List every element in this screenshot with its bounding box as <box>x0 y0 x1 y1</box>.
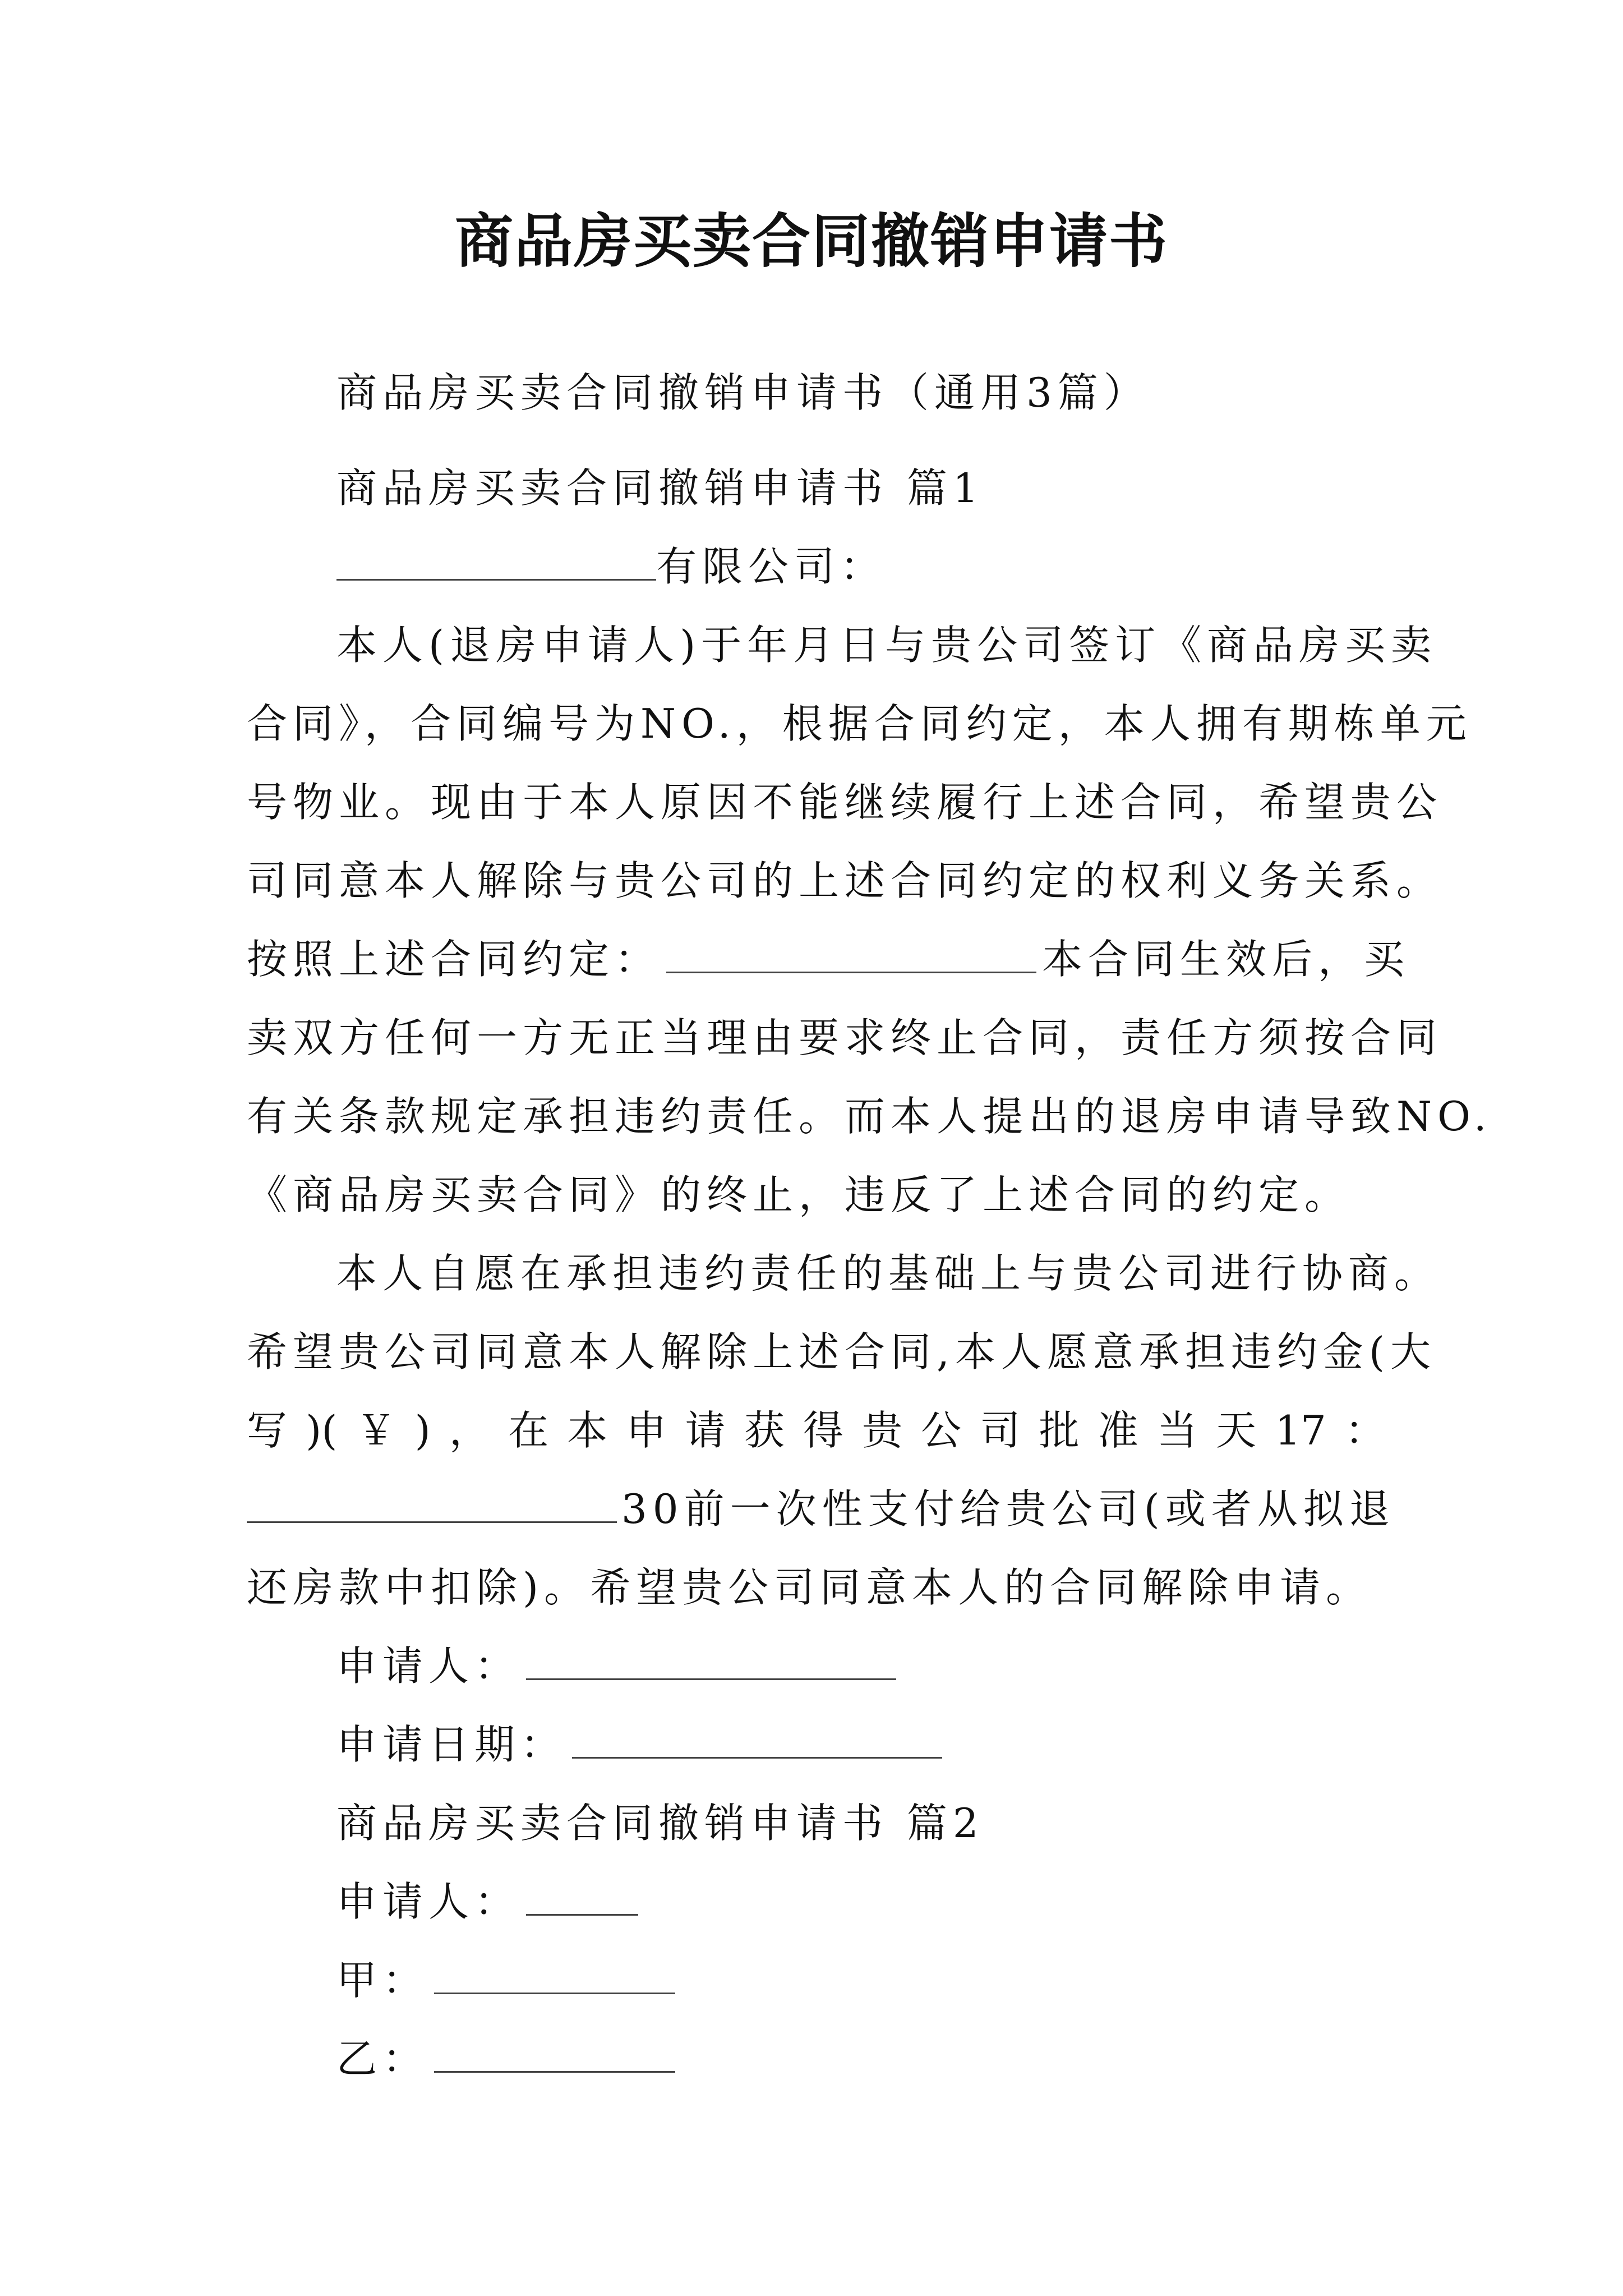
section2-heading: 商品房买卖合同撤销申请书 篇2 <box>336 1800 984 1847</box>
party-a-label: 甲： <box>336 1957 429 2004</box>
section1-heading: 商品房买卖合同撤销申请书 篇1 <box>336 464 984 512</box>
para1-line-5-pre: 按照上述合同约定： <box>247 936 661 983</box>
para1-line-1: 本人(退房申请人)于年月日与贵公司签订《商品房买卖 <box>336 622 1437 669</box>
applicant-label: 申请人： <box>336 1642 521 1690</box>
date-line <box>336 1717 942 1773</box>
document-title: 商品房买卖合同撤销申请书 <box>454 206 1168 275</box>
addressee-suffix: 有限公司： <box>656 543 887 590</box>
para1-line-6: 卖双方任何一方无正当理由要求终止合同，责任方须按合同 <box>247 1014 1443 1061</box>
para1-line-2: 合同》，合同编号为NO.，根据合同约定，本人拥有期栋单元 <box>247 700 1472 747</box>
para1-line-5-post: 本合同生效后，买 <box>1042 936 1410 983</box>
applicant-line <box>336 1638 896 1694</box>
para1-line-4: 司同意本人解除与贵公司的上述合同约定的权利义务关系。 <box>247 857 1443 904</box>
time-blank[interactable] <box>247 1487 617 1523</box>
section2-applicant-line <box>336 1874 638 1930</box>
para2-line-5: 还房款中扣除)。希望贵公司同意本人的合同解除申请。 <box>247 1564 1372 1611</box>
para1-line-5 <box>247 931 1410 987</box>
party-b-line <box>336 2031 675 2087</box>
section2-applicant-blank[interactable] <box>526 1879 638 1916</box>
date-label: 申请日期： <box>336 1721 567 1768</box>
para2-line-2: 希望贵公司同意本人解除上述合同,本人愿意承担违约金(大 <box>247 1328 1436 1375</box>
party-a-blank[interactable] <box>434 1958 675 1994</box>
para1-line-8: 《商品房买卖合同》的终止，违反了上述合同的约定。 <box>247 1171 1351 1218</box>
company-name-blank[interactable] <box>336 544 656 581</box>
date-blank[interactable] <box>572 1722 942 1759</box>
para2-line-1: 本人自愿在承担违约责任的基础上与贵公司进行协商。 <box>336 1250 1441 1297</box>
document-subtitle: 商品房买卖合同撤销申请书（通用3篇） <box>336 369 1150 416</box>
para2-line-3: 写)(￥)，在本申请获得贵公司批准当天17： <box>247 1407 1385 1454</box>
party-a-line <box>336 1952 675 2008</box>
section2-applicant-label: 申请人： <box>336 1878 521 1925</box>
para1-line-3: 号物业。现由于本人原因不能继续履行上述合同，希望贵公 <box>247 779 1443 826</box>
para2-line-4 <box>247 1481 1395 1537</box>
applicant-blank[interactable] <box>526 1644 896 1680</box>
party-b-blank[interactable] <box>434 2036 675 2073</box>
agreement-blank[interactable] <box>666 937 1036 973</box>
party-b-label: 乙： <box>336 2035 429 2082</box>
addressee-line <box>336 539 886 595</box>
para2-line-4-post: 30前一次性支付给贵公司(或者从拟退 <box>621 1485 1395 1533</box>
para1-line-7: 有关条款规定承担违约责任。而本人提出的退房申请导致NO. <box>247 1093 1492 1140</box>
